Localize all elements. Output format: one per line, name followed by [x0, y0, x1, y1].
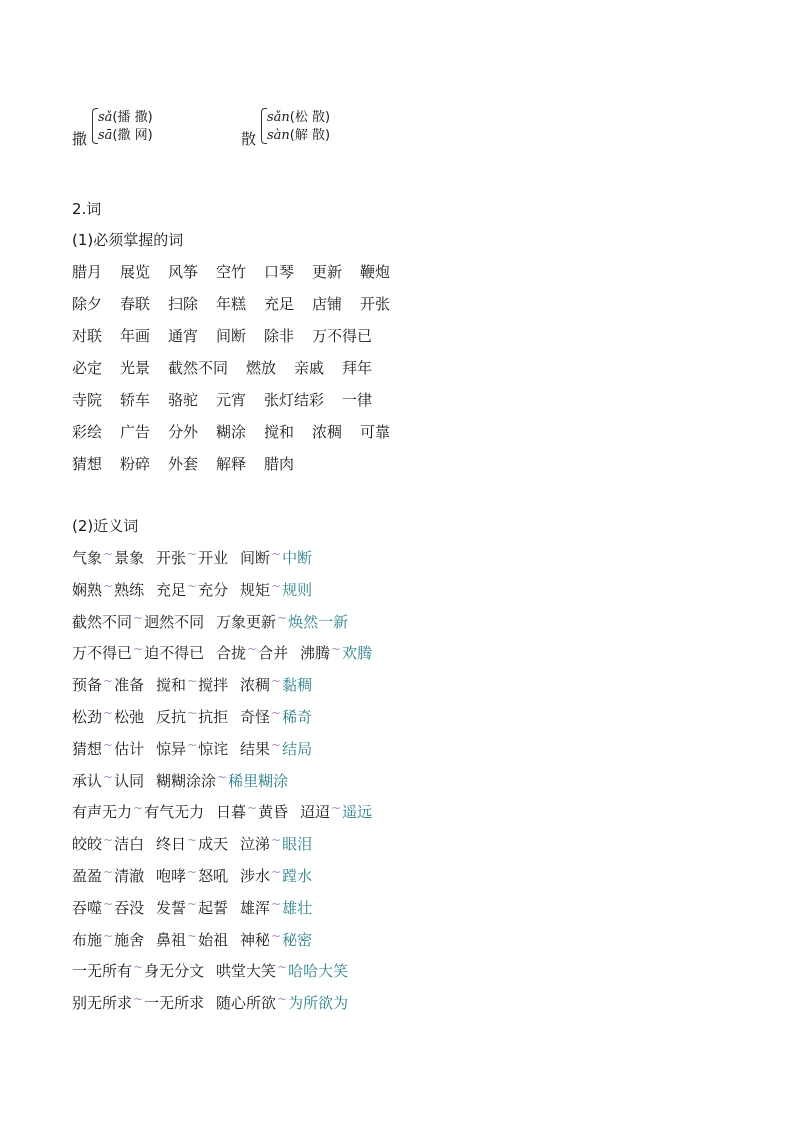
synonym-word: 有声无力 — [72, 803, 133, 822]
word-item: 风筝 — [168, 263, 199, 281]
synonym-word: 盈盈 — [72, 867, 103, 885]
word-item: 分外 — [168, 423, 199, 441]
tilde-icon: ~ — [271, 896, 282, 911]
synonym-word-highlight: 遥远 — [342, 803, 373, 822]
tilde-icon: ~ — [271, 674, 282, 689]
synonym-word: 奇怪 — [240, 708, 271, 726]
word-item: 拜年 — [342, 359, 373, 377]
synonym-word: 抗拒 — [198, 708, 229, 726]
synonym-word: 反抗 — [156, 708, 187, 726]
tilde-icon: ~ — [331, 801, 342, 816]
polyphone-char: 撒 — [72, 130, 88, 148]
synonym-word: 雄浑 — [240, 898, 271, 917]
synonym-word-highlight: 规则 — [282, 580, 313, 599]
tilde-icon: ~ — [103, 865, 114, 879]
synonym-pair — [72, 738, 144, 759]
synonym-word: 气象 — [72, 549, 103, 567]
synonym-word: 起誓 — [198, 898, 229, 917]
synonym-pair — [156, 674, 228, 695]
polyphone-reading: sǎn(松 散) — [267, 110, 331, 125]
tilde-icon: ~ — [133, 960, 144, 975]
synonym-pair — [72, 547, 144, 568]
word-item: 光景 — [120, 359, 151, 377]
word-item: 店铺 — [312, 295, 343, 313]
tilde-icon: ~ — [271, 865, 282, 879]
synonym-word: 随心所欲 — [216, 994, 277, 1013]
synonym-word: 始祖 — [198, 930, 229, 949]
synonym-word-highlight: 哈哈大笑 — [288, 962, 349, 981]
word-item: 可靠 — [360, 423, 391, 441]
word-item: 猜想 — [72, 455, 103, 473]
word-item: 除夕 — [72, 295, 103, 313]
tilde-icon: ~ — [187, 674, 198, 689]
synonym-pair — [216, 992, 348, 1013]
word-item: 彩绘 — [72, 423, 103, 441]
tilde-icon: ~ — [271, 928, 282, 943]
polyphone-reading: sàn(解 散) — [267, 128, 331, 143]
synonym-word-highlight: 欢腾 — [342, 644, 373, 663]
polyphone-char: 散 — [241, 130, 257, 148]
synonym-word: 吞噬 — [72, 898, 103, 917]
word-item: 解释 — [216, 455, 247, 473]
synonym-word: 开张 — [156, 549, 187, 567]
word-item: 万不得已 — [312, 327, 373, 345]
synonym-word: 鼻祖 — [156, 930, 187, 949]
tilde-icon: ~ — [187, 896, 198, 911]
synonym-word: 清澈 — [114, 867, 145, 885]
synonym-word-highlight: 雄壮 — [282, 898, 313, 917]
synonym-word: 结果 — [240, 739, 271, 758]
synonym-word: 怒吼 — [198, 867, 229, 885]
synonym-word-highlight: 稀奇 — [282, 708, 313, 726]
word-item: 亲戚 — [294, 359, 325, 377]
synonym-word: 施舍 — [114, 930, 145, 949]
synonym-word: 开业 — [198, 549, 229, 567]
tilde-icon: ~ — [187, 706, 198, 720]
synonym-word: 洁白 — [114, 835, 145, 854]
synonym-pair — [216, 642, 288, 663]
synonym-word-highlight: 眼泪 — [282, 835, 313, 854]
synonym-pair — [240, 738, 312, 759]
synonym-pair — [72, 579, 144, 600]
synonym-pair — [72, 960, 204, 981]
synonym-pair — [300, 801, 372, 822]
word-item: 必定 — [72, 359, 103, 377]
word-item: 糊涂 — [216, 423, 247, 441]
tilde-icon: ~ — [277, 610, 288, 625]
word-item: 轿车 — [120, 391, 151, 409]
tilde-icon: ~ — [103, 578, 114, 593]
synonym-word: 准备 — [114, 676, 145, 695]
tilde-icon: ~ — [133, 642, 144, 657]
word-item: 腊肉 — [264, 455, 295, 473]
synonym-pair — [156, 929, 228, 950]
tilde-icon: ~ — [247, 642, 258, 657]
synonym-word: 发誓 — [156, 898, 187, 917]
synonym-word: 终日 — [156, 835, 187, 854]
word-item: 广告 — [120, 423, 151, 441]
synonym-pair — [72, 897, 144, 918]
subsection-title-synonyms: (2)近义词 — [72, 517, 139, 535]
subsection-title-must: (1)必须掌握的词 — [72, 231, 184, 249]
word-item: 年糕 — [216, 295, 247, 313]
word-item: 粉碎 — [120, 455, 151, 473]
tilde-icon: ~ — [187, 865, 198, 879]
synonym-word: 截然不同 — [72, 612, 133, 631]
word-item: 搅和 — [264, 423, 295, 441]
synonym-pair — [156, 547, 228, 568]
synonym-word: 沸腾 — [300, 644, 331, 663]
tilde-icon: ~ — [103, 769, 114, 784]
synonym-word: 松弛 — [114, 708, 145, 726]
synonym-pair — [72, 611, 204, 632]
synonym-word: 浓稠 — [240, 676, 271, 695]
tilde-icon: ~ — [187, 737, 198, 752]
tilde-icon: ~ — [217, 769, 228, 784]
synonym-word-highlight: 黏稠 — [282, 676, 313, 695]
synonym-word-highlight: 为所欲为 — [288, 994, 349, 1013]
synonym-word: 哄堂大笑 — [216, 962, 277, 981]
word-item: 一律 — [342, 391, 373, 409]
tilde-icon: ~ — [271, 833, 282, 848]
word-item: 年画 — [120, 327, 151, 345]
word-item: 扫除 — [168, 295, 199, 313]
tilde-icon: ~ — [103, 706, 114, 720]
synonym-pair — [156, 579, 228, 600]
word-item: 更新 — [312, 263, 343, 281]
tilde-icon: ~ — [187, 547, 198, 561]
synonym-word: 万不得已 — [72, 644, 133, 663]
tilde-icon: ~ — [271, 547, 282, 561]
synonym-word-highlight: 结局 — [282, 739, 313, 758]
tilde-icon: ~ — [133, 610, 144, 625]
word-item: 张灯结彩 — [264, 391, 325, 409]
word-item: 元宵 — [216, 391, 247, 409]
synonym-word: 糊糊涂涂 — [156, 771, 217, 790]
synonym-word: 布施 — [72, 930, 103, 949]
word-item: 开张 — [360, 295, 391, 313]
synonym-word: 日暮 — [216, 803, 247, 822]
synonym-pair — [240, 706, 312, 727]
word-item: 寺院 — [72, 391, 103, 409]
synonym-word: 一无所有 — [72, 962, 133, 981]
synonym-word: 搅和 — [156, 676, 187, 695]
synonym-pair — [216, 611, 348, 632]
synonym-pair — [216, 960, 348, 981]
polyphone-reading: sā(撒 网) — [98, 128, 153, 143]
synonym-pair — [156, 833, 228, 854]
tilde-icon: ~ — [133, 801, 144, 816]
synonym-word: 认同 — [114, 771, 145, 790]
synonym-word: 间断 — [240, 549, 271, 567]
tilde-icon: ~ — [331, 642, 342, 657]
word-item: 腊月 — [72, 263, 103, 281]
synonym-pair — [72, 770, 144, 791]
synonym-pair — [72, 929, 144, 950]
synonym-pair — [216, 801, 288, 822]
synonym-word: 有气无力 — [144, 803, 205, 822]
synonym-word: 充分 — [198, 580, 229, 599]
synonym-word: 充足 — [156, 580, 187, 599]
tilde-icon: ~ — [103, 674, 114, 689]
tilde-icon: ~ — [103, 833, 114, 848]
synonym-pair — [240, 579, 312, 600]
word-item: 充足 — [264, 295, 295, 313]
synonym-pair — [72, 674, 144, 695]
synonym-pair — [156, 770, 288, 791]
synonym-pair — [240, 865, 312, 886]
synonym-word: 估计 — [114, 739, 145, 758]
synonym-word: 一无所求 — [144, 994, 205, 1013]
synonym-word: 吞没 — [114, 898, 145, 917]
synonym-word: 涉水 — [240, 867, 271, 885]
synonym-pair — [156, 706, 228, 727]
synonym-word: 娴熟 — [72, 580, 103, 599]
synonym-word-highlight: 秘密 — [282, 930, 313, 949]
synonym-word: 皎皎 — [72, 835, 103, 854]
tilde-icon: ~ — [133, 992, 144, 1007]
synonym-word: 规矩 — [240, 580, 271, 599]
synonym-pair — [156, 865, 228, 886]
synonym-word: 别无所求 — [72, 994, 133, 1013]
section-title: 2.词 — [72, 200, 102, 218]
synonym-word: 万象更新 — [216, 612, 277, 631]
synonym-word: 成天 — [198, 835, 229, 854]
synonym-word: 身无分文 — [144, 962, 205, 981]
synonym-pair — [72, 865, 144, 886]
synonym-word: 松劲 — [72, 708, 103, 726]
synonym-pair — [72, 833, 144, 854]
word-item: 展览 — [120, 263, 151, 281]
tilde-icon: ~ — [271, 706, 282, 720]
synonym-word: 预备 — [72, 676, 103, 695]
synonym-pair — [156, 738, 228, 759]
word-item: 截然不同 — [168, 359, 229, 377]
synonym-word: 承认 — [72, 771, 103, 790]
tilde-icon: ~ — [187, 928, 198, 943]
tilde-icon: ~ — [277, 992, 288, 1007]
word-item: 浓稠 — [312, 423, 343, 441]
tilde-icon: ~ — [271, 737, 282, 752]
word-item: 对联 — [72, 327, 103, 345]
synonym-pair — [240, 833, 312, 854]
word-item: 除非 — [264, 327, 295, 345]
tilde-icon: ~ — [271, 578, 282, 593]
word-item: 外套 — [168, 455, 199, 473]
synonym-pair — [72, 992, 204, 1013]
synonym-word-highlight: 蹚水 — [282, 867, 313, 885]
tilde-icon: ~ — [103, 896, 114, 911]
synonym-word: 迫不得已 — [144, 644, 205, 663]
synonym-word: 黄昏 — [258, 803, 289, 822]
tilde-icon: ~ — [247, 801, 258, 816]
synonym-word: 猜想 — [72, 739, 103, 758]
synonym-word: 惊异 — [156, 739, 187, 758]
word-item: 通宵 — [168, 327, 199, 345]
synonym-word-highlight: 稀里糊涂 — [228, 771, 289, 790]
synonym-word: 搅拌 — [198, 676, 229, 695]
synonym-pair — [240, 674, 312, 695]
synonym-word: 迥然不同 — [144, 612, 205, 631]
synonym-word: 泣涕 — [240, 835, 271, 854]
word-item: 骆驼 — [168, 391, 199, 409]
synonym-pair — [240, 929, 312, 950]
synonym-word: 迢迢 — [300, 803, 331, 822]
polyphone-reading: sǎ(播 撒) — [98, 110, 153, 125]
synonym-word: 咆哮 — [156, 867, 187, 885]
synonym-pair — [72, 706, 144, 727]
synonym-word: 神秘 — [240, 930, 271, 949]
synonym-word: 惊诧 — [198, 739, 229, 758]
synonym-pair — [240, 897, 312, 918]
synonym-word-highlight: 中断 — [282, 549, 313, 567]
synonym-word: 景象 — [114, 549, 145, 567]
synonym-pair — [156, 897, 228, 918]
synonym-word: 合并 — [258, 644, 289, 663]
word-item: 间断 — [216, 327, 247, 345]
synonym-word-highlight: 焕然一新 — [288, 612, 349, 631]
synonym-pair — [300, 642, 372, 663]
word-item: 鞭炮 — [360, 263, 391, 281]
synonym-word: 合拢 — [216, 644, 247, 663]
tilde-icon: ~ — [187, 578, 198, 593]
synonym-pair — [72, 801, 204, 822]
synonym-pair — [72, 642, 204, 663]
word-item: 口琴 — [264, 263, 295, 281]
tilde-icon: ~ — [103, 547, 114, 561]
tilde-icon: ~ — [277, 960, 288, 975]
tilde-icon: ~ — [187, 833, 198, 848]
tilde-icon: ~ — [103, 928, 114, 943]
tilde-icon: ~ — [103, 737, 114, 752]
synonym-pair — [240, 547, 312, 568]
synonym-word: 熟练 — [114, 580, 145, 599]
word-item: 空竹 — [216, 263, 247, 281]
word-item: 春联 — [120, 295, 151, 313]
word-item: 燃放 — [246, 359, 277, 377]
